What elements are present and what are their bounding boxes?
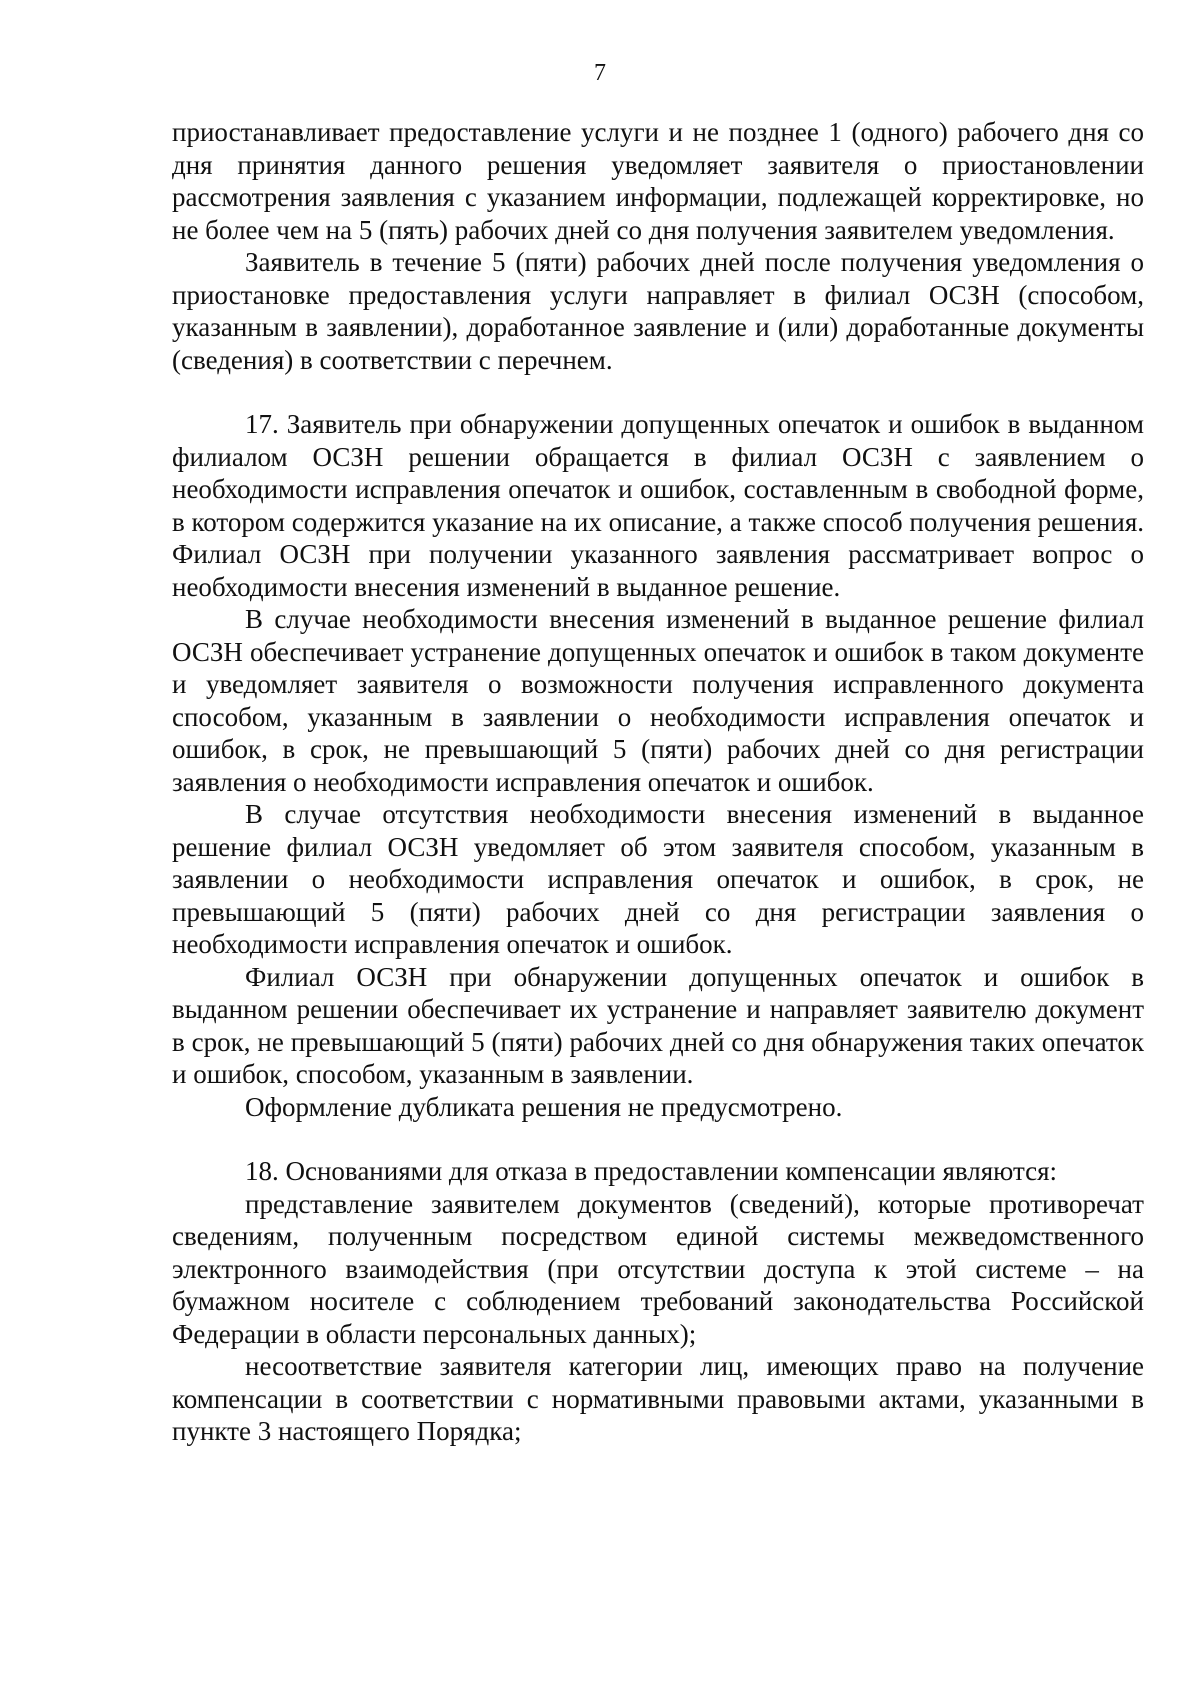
paragraph-no-duplicate: Оформление дубликата решения не предусмотрено. [245,1091,843,1122]
paragraph-continuation: приостанавливает предоставление услуги и не позднее 1 (одного) рабочего дня со дня принятия данного решения уведомляет заявителя о приостановлении рассмотрения заявления с указанием информации, подлежащей корректировке, но не более чем на 5 (пять) рабочих дней со дня получения заявителем уведомления. [172,117,1144,245]
page-number: 7 [594,60,606,86]
paragraph-applicant-resubmission: Заявитель в течение 5 (пяти) рабочих дней после получения уведомления о приостановке предоставления услуги направляет в филиал ОСЗН (способом, указанным в заявлении), доработанное заявление и (или) доработанные документы (сведения) в соответствии с перечнем. [172,247,1144,375]
paragraph-changes-needed: В случае необходимости внесения изменений в выданное решение филиал ОСЗН обеспечивает устранение допущенных опечаток и ошибок в таком документе и уведомляет заявителя о возможности получения исправленного документа способом, указанным в заявлении о необходимости исправления опечаток и ошибок, в срок, не превышающий 5 (пяти) рабочих дней со дня регистрации заявления о необходимости исправления опечаток и ошибок. [172,604,1144,797]
paragraph-no-changes-needed: В случае отсутствия необходимости внесения изменений в выданное решение филиал ОСЗН уведомляет об этом заявителя способом, указанным в заявлении о необходимости исправления опечаток и ошибок, в срок, не превышающий 5 (пяти) рабочих дней со дня регистрации заявления о необходимости исправления опечаток и ошибок. [172,799,1144,959]
paragraph-refusal-reason-2: несоответствие заявителя категории лиц, имеющих право на получение компенсации в соответствии с нормативными правовыми актами, указанными в пункте 3 настоящего Порядка; [172,1351,1144,1446]
document-body [172,116,1144,1448]
paragraph-item-17: 17. Заявитель при обнаружении допущенных опечаток и ошибок в выданном филиалом ОСЗН решении обращается в филиал ОСЗН с заявлением о необходимости исправления опечаток и ошибок, составленным в свободной форме, в котором содержится указание на их описание, а также способ получения решения. Филиал ОСЗН при получении указанного заявления рассматривает вопрос о необходимости внесения изменений в выданное решение. [172,409,1144,602]
paragraph-item-18: 18. Основаниями для отказа в предоставлении компенсации являются: [245,1156,1058,1186]
paragraph-branch-detects-errors: Филиал ОСЗН при обнаружении допущенных опечаток и ошибок в выданном решении обеспечивает их устранение и направляет заявителю документ в срок, не превышающий 5 (пяти) рабочих дней со дня обнаружения таких опечаток и ошибок, способом, указанным в заявлении. [172,961,1144,1089]
paragraph-refusal-reason-1: представление заявителем документов (сведений), которые противоречат сведениям, полученным посредством единой системы межведомственного электронного взаимодействия (при отсутствии доступа к этой системе – на бумажном носителе с соблюдением требований законодательства Российской Федерации в области персональных данных); [172,1188,1144,1349]
